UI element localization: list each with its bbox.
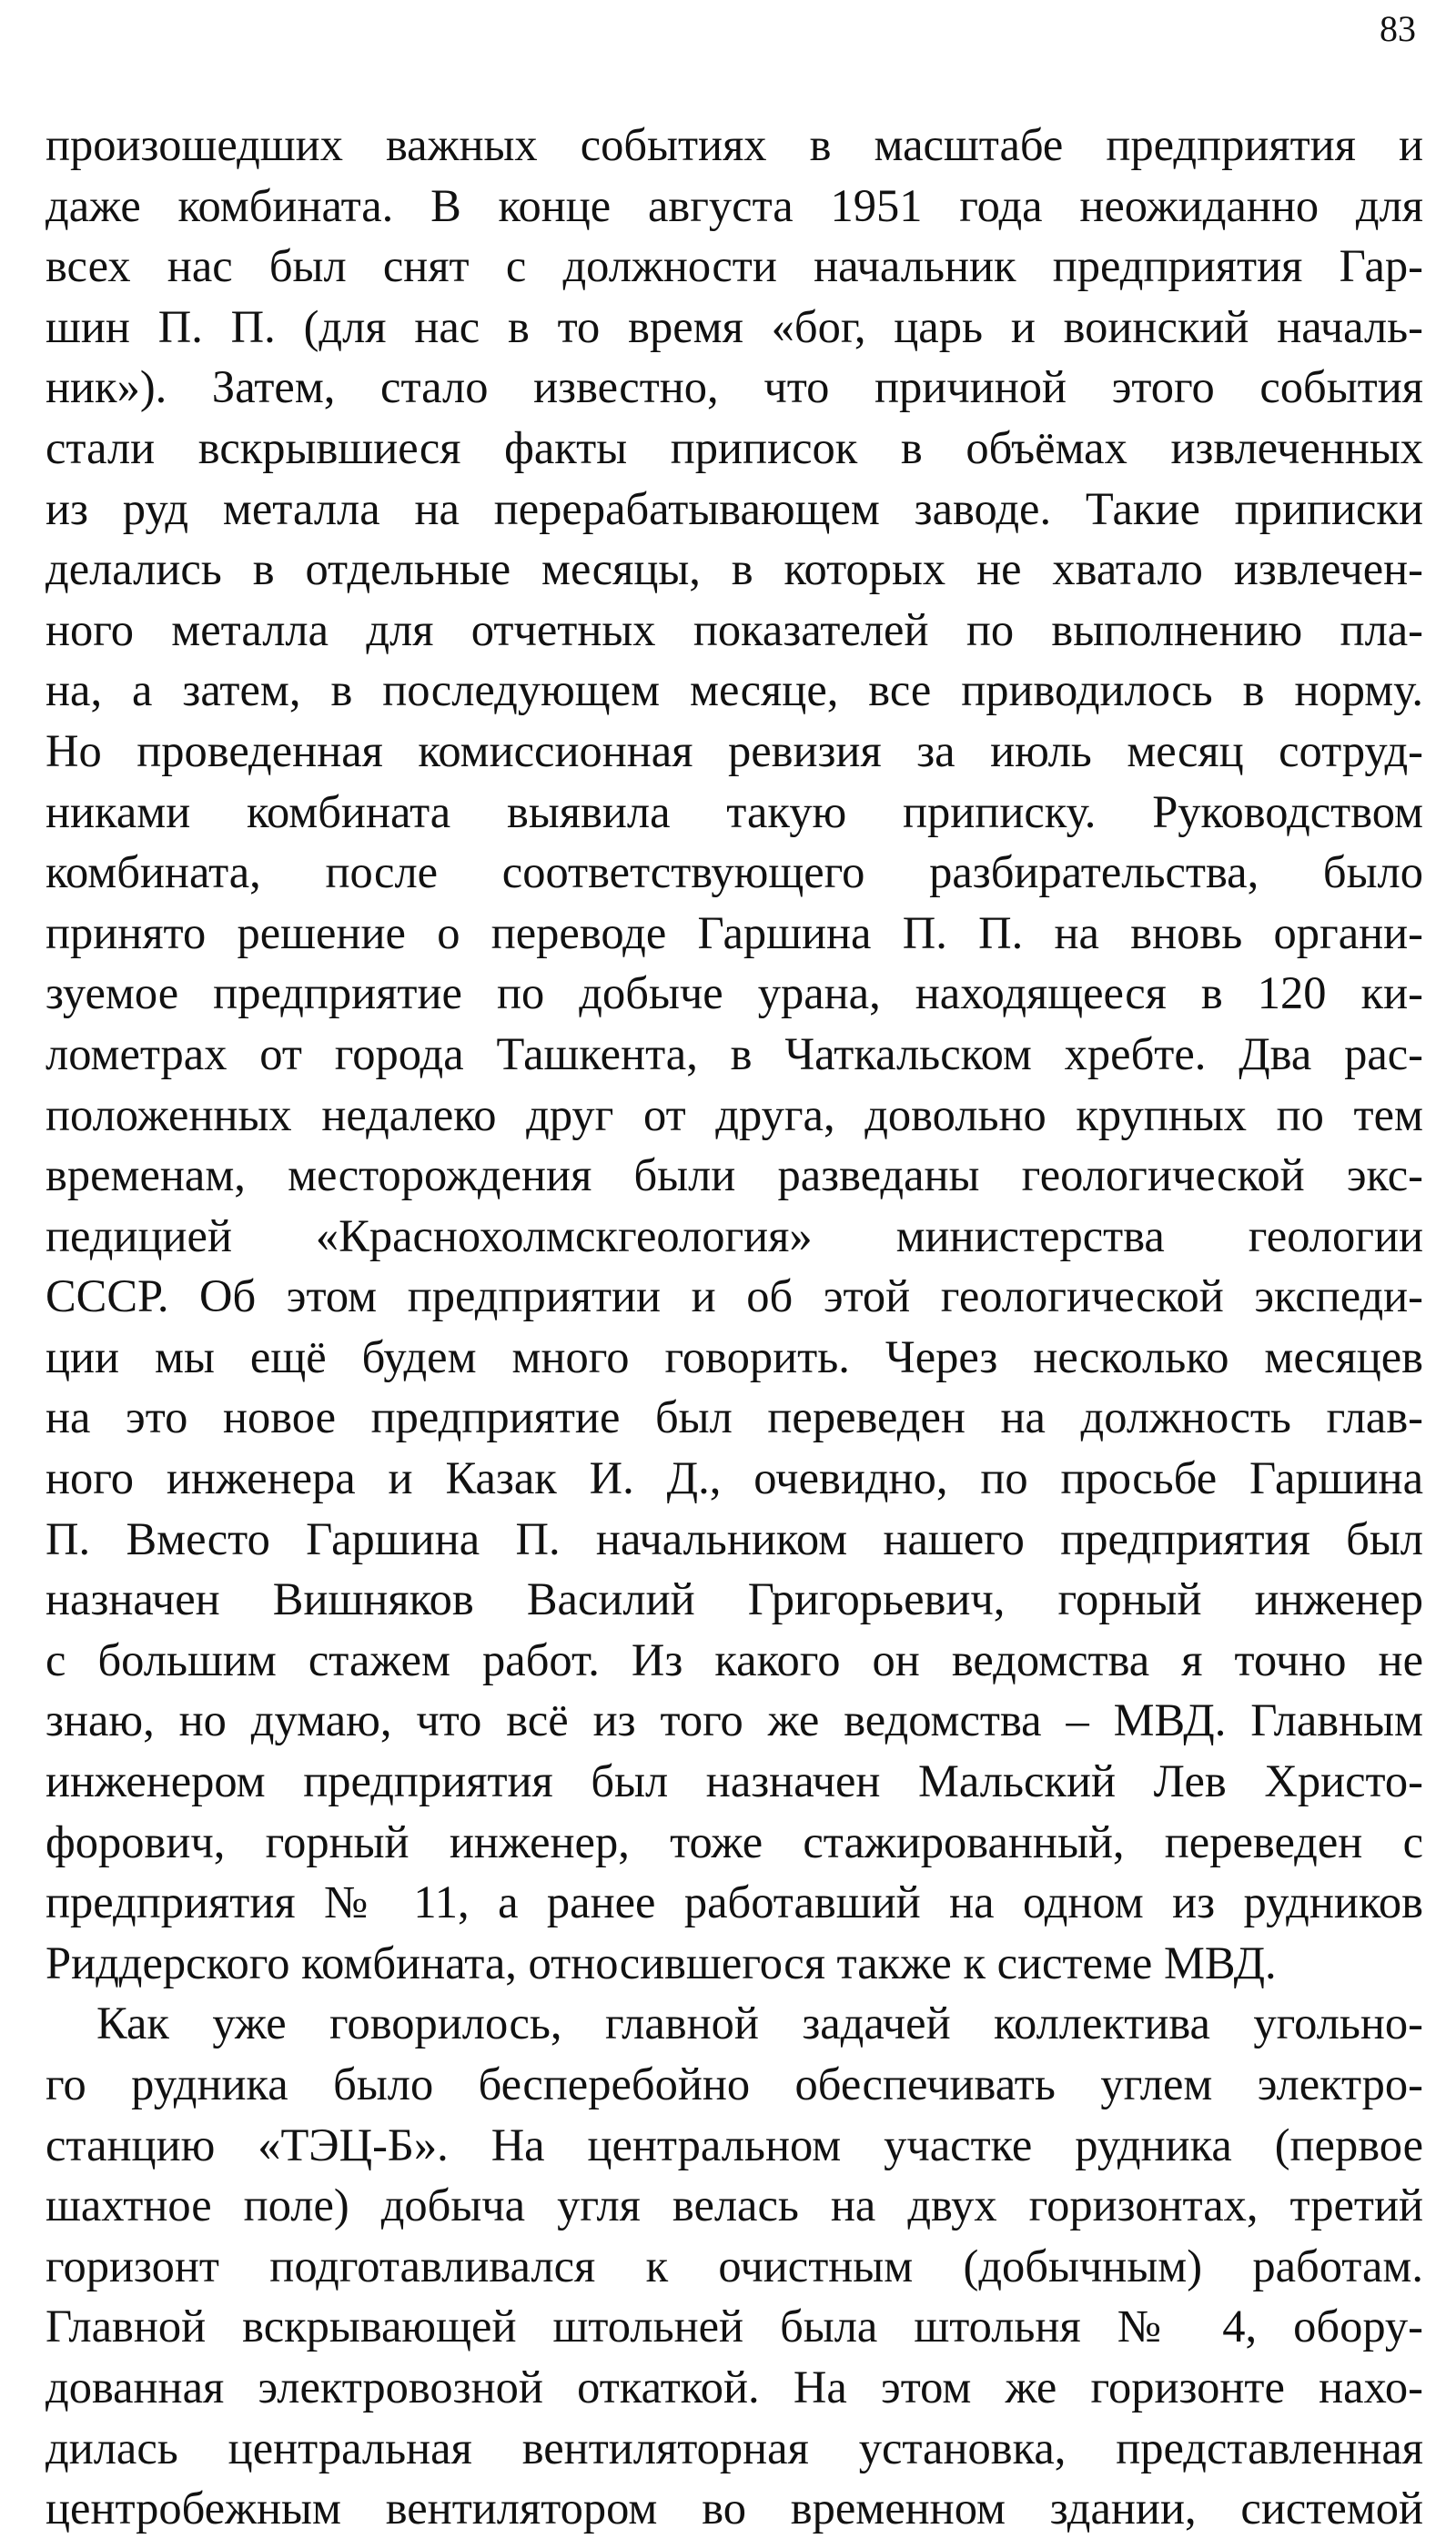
text-line: дилась центральная вентиляторная установка, представленная: [46, 2422, 1423, 2473]
text-line: предприятия № 11, а ранее работавший на одном из рудников: [46, 1876, 1423, 1928]
text-line: горизонт подготавливался к очистным (добычным) работам.: [46, 2240, 1423, 2291]
text-line: даже комбината. В конце августа 1951 года неожиданно для: [46, 179, 1423, 231]
paragraph: [46, 115, 1423, 1993]
text-line: Главной вскрывающей штольней была штольня № 4, обору-: [46, 2301, 1423, 2352]
text-line: на это новое предприятие был переведен на должность глав-: [46, 1391, 1423, 1443]
text-line: с большим стажем работ. Из какого он ведомства я точно не: [46, 1634, 1423, 1685]
text-line: Но проведенная комиссионная ревизия за июль месяц сотруд-: [46, 724, 1423, 776]
text-line: СССР. Об этом предприятии и об этой геологической экспеди-: [46, 1270, 1423, 1322]
text-line: станцию «ТЭЦ-Б». На центральном участке рудника (первое: [46, 2119, 1423, 2170]
text-line: лометрах от города Ташкента, в Чаткальском хребте. Два рас-: [46, 1027, 1423, 1079]
text-line: шин П. П. (для нас в то время «бог, царь и воинский началь-: [46, 300, 1423, 352]
text-line: назначен Вишняков Василий Григорьевич, горный инженер: [46, 1573, 1423, 1625]
text-line: ции мы ещё будем много говорить. Через несколько месяцев: [46, 1330, 1423, 1382]
text-line: комбината, после соответствующего разбирательства, было: [46, 846, 1423, 898]
text-line: Риддерского комбината, относившегося также к системе МВД.: [46, 1937, 1277, 1988]
text-line: ного инженера и Казак И. Д., очевидно, по просьбе Гаршина: [46, 1452, 1423, 1504]
text-line: никами комбината выявила такую приписку. Руководством: [46, 785, 1423, 837]
text-line: педицией «Краснохолмскгеология» министерства геологии: [46, 1209, 1423, 1261]
text-line: Как уже говорилось, главной задачей коллектива угольно-: [96, 1998, 1423, 2049]
page-number: 83: [1380, 8, 1416, 49]
body-text: [46, 115, 1423, 2539]
paragraph: [46, 1993, 1423, 2538]
text-line: произошедших важных событиях в масштабе предприятия и: [46, 119, 1423, 170]
text-line: центробежным вентилятором во временном здании, системой: [46, 2483, 1423, 2534]
text-line: го рудника было бесперебойно обеспечивать углем электро-: [46, 2059, 1423, 2109]
text-line: инженером предприятия был назначен Мальский Лев Христо-: [46, 1755, 1423, 1807]
text-line: ного металла для отчетных показателей по выполнению пла-: [46, 603, 1423, 655]
text-line: на, а затем, в последующем месяце, все приводилось в норму.: [46, 664, 1423, 716]
text-line: форович, горный инженер, тоже стажированный, переведен с: [46, 1816, 1423, 1867]
text-line: из руд металла на перерабатывающем заводе. Такие приписки: [46, 482, 1423, 534]
text-line: всех нас был снят с должности начальник предприятия Гар-: [46, 240, 1423, 292]
text-line: стали вскрывшиеся факты приписок в объёмах извлеченных: [46, 421, 1423, 473]
text-line: принято решение о переводе Гаршина П. П. на вновь органи-: [46, 906, 1423, 958]
text-line: знаю, но думаю, что всё из того же ведомства – МВД. Главным: [46, 1694, 1423, 1746]
text-line: положенных недалеко друг от друга, довольно крупных по тем: [46, 1088, 1423, 1140]
text-line: зуемое предприятие по добыче урана, находящееся в 120 ки-: [46, 967, 1423, 1019]
text-line: дованная электровозной откаткой. На этом же горизонте нахо-: [46, 2361, 1423, 2413]
text-line: делались в отдельные месяцы, в которых не хватало извлечен-: [46, 543, 1423, 595]
text-line: временам, месторождения были разведаны геологической экс-: [46, 1149, 1423, 1201]
text-line: ник»). Затем, стало известно, что причиной этого события: [46, 361, 1423, 413]
text-line: шахтное поле) добыча угля велась на двух горизонтах, третий: [46, 2180, 1423, 2231]
text-line: П. Вместо Гаршина П. начальником нашего предприятия был: [46, 1512, 1423, 1564]
